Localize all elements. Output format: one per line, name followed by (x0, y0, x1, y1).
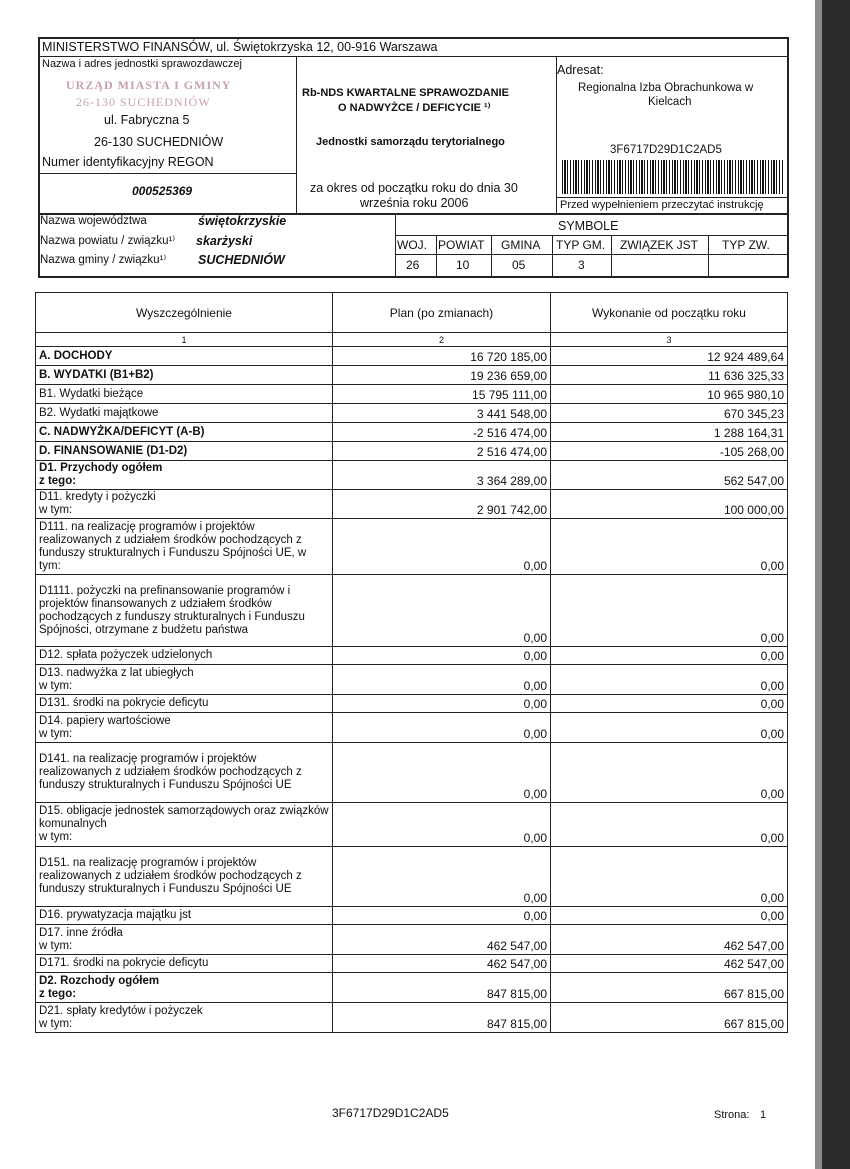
barcode-code: 3F6717D29D1C2AD5 (610, 144, 722, 156)
table-row (36, 442, 788, 461)
stamp-line-2: 26-130 SUCHEDNIÓW (76, 95, 211, 109)
row-exec-value: 562 547,00 (551, 461, 788, 490)
barcode (562, 160, 784, 194)
footer-code: 3F6717D29D1C2AD5 (332, 1106, 449, 1120)
addressee-line-1: Regionalna Izba Obrachunkowa w (578, 82, 754, 94)
row-label: D111. na realizację programów i projektów realizowanych z udziałem środków pochodzących z funduszy strukturalnych i Funduszu Spójności UE, w tym: (36, 519, 333, 575)
table-row (36, 743, 788, 803)
table-row (36, 713, 788, 743)
table-row (36, 973, 788, 1003)
row-exec-value: 0,00 (551, 575, 788, 647)
row-plan-value: 0,00 (333, 847, 551, 907)
symbols-label: SYMBOLE (558, 219, 619, 233)
col-number-3: 3 (551, 333, 788, 347)
addressee-label: Adresat: (557, 63, 604, 77)
table-row (36, 366, 788, 385)
row-label: D11. kredyty i pożyczki w tym: (36, 490, 333, 519)
instruction-note: Przed wypełnieniem przeczytać instrukcję (560, 199, 764, 211)
row-plan-value: 0,00 (333, 647, 551, 665)
row-exec-value: 0,00 (551, 743, 788, 803)
row-exec-value: 12 924 489,64 (551, 347, 788, 366)
footer-page-label: Strona: (714, 1109, 750, 1121)
addressee-line-2: Kielcach (648, 96, 692, 108)
footer-page-number: 1 (760, 1109, 767, 1121)
row-label: B1. Wydatki bieżące (36, 385, 333, 404)
row-plan-value: 462 547,00 (333, 955, 551, 973)
table-row (36, 519, 788, 575)
row-exec-value: 10 965 980,10 (551, 385, 788, 404)
row-exec-value: 0,00 (551, 519, 788, 575)
row-plan-value: 16 720 185,00 (333, 347, 551, 366)
row-plan-value: 0,00 (333, 803, 551, 847)
table-row (36, 925, 788, 955)
symbol-header-woj: WOJ. (397, 238, 427, 252)
row-label: D21. spłaty kredytów i pożyczek w tym: (36, 1003, 333, 1033)
row-exec-value: -105 268,00 (551, 442, 788, 461)
row-plan-value: 3 441 548,00 (333, 404, 551, 423)
row-plan-value: 847 815,00 (333, 1003, 551, 1033)
table-row (36, 404, 788, 423)
table-row (36, 695, 788, 713)
row-label: D14. papiery wartościowe w tym: (36, 713, 333, 743)
symbol-value-powiat: 10 (456, 258, 470, 272)
stamp-line-1: URZĄD MIASTA I GMINY (66, 78, 232, 92)
table-row (36, 847, 788, 907)
symbol-value-woj: 26 (406, 258, 420, 272)
row-plan-value: 2 901 742,00 (333, 490, 551, 519)
row-label: D1. Przychody ogółem z tego: (36, 461, 333, 490)
col-number-2: 2 (333, 333, 551, 347)
col-header-item: Wyszczególnienie (36, 293, 333, 333)
table-row (36, 461, 788, 490)
table-row (36, 575, 788, 647)
report-title-1: Rb-NDS KWARTALNE SPRAWOZDANIE (302, 87, 509, 99)
row-label: C. NADWYŻKA/DEFICYT (A-B) (36, 423, 333, 442)
col-number-1: 1 (36, 333, 333, 347)
postal-city: 26-130 SUCHEDNIÓW (94, 135, 224, 149)
table-row (36, 1003, 788, 1033)
row-plan-value: -2 516 474,00 (333, 423, 551, 442)
report-subtitle: Jednostki samorządu terytorialnego (316, 136, 505, 148)
symbol-value-typ-gm: 3 (578, 258, 585, 272)
row-plan-value: 0,00 (333, 743, 551, 803)
row-exec-value: 0,00 (551, 803, 788, 847)
row-label: D15. obligacje jednostek samorządowych oraz związków komunalnych w tym: (36, 803, 333, 847)
row-label: D2. Rozchody ogółem z tego: (36, 973, 333, 1003)
regon-label: Numer identyfikacyjny REGON (42, 155, 214, 169)
row-exec-value: 0,00 (551, 713, 788, 743)
period-line-2: września roku 2006 (360, 196, 469, 210)
row-exec-value: 1 288 164,31 (551, 423, 788, 442)
street: ul. Fabryczna 5 (104, 113, 190, 127)
row-plan-value: 3 364 289,00 (333, 461, 551, 490)
financial-table (35, 292, 788, 1033)
table-row (36, 803, 788, 847)
row-exec-value: 667 815,00 (551, 1003, 788, 1033)
row-plan-value: 15 795 111,00 (333, 385, 551, 404)
powiat-value: skarżyski (196, 234, 253, 248)
gmina-value: SUCHEDNIÓW (198, 253, 285, 267)
table-row (36, 647, 788, 665)
row-plan-value: 847 815,00 (333, 973, 551, 1003)
table-row (36, 955, 788, 973)
row-plan-value: 0,00 (333, 907, 551, 925)
row-label: D. FINANSOWANIE (D1-D2) (36, 442, 333, 461)
row-plan-value: 0,00 (333, 519, 551, 575)
ministry-line: MINISTERSTWO FINANSÓW, ul. Świętokrzyska 12, 00-916 Warszawa (42, 40, 438, 54)
row-label: D16. prywatyzacja majątku jst (36, 907, 333, 925)
row-exec-value: 667 815,00 (551, 973, 788, 1003)
gmina-label: Nazwa gminy / związku¹⁾ (40, 254, 167, 266)
row-label: D141. na realizację programów i projektów realizowanych z udziałem środków pochodzących z funduszy strukturalnych i Funduszu Spójności UE (36, 743, 333, 803)
woj-value: świętokrzyskie (198, 214, 287, 228)
row-exec-value: 670 345,23 (551, 404, 788, 423)
table-row (36, 385, 788, 404)
row-exec-value: 0,00 (551, 695, 788, 713)
table-row (36, 665, 788, 695)
row-plan-value: 462 547,00 (333, 925, 551, 955)
symbol-value-gmina: 05 (512, 258, 526, 272)
table-row (36, 907, 788, 925)
scan-edge-dark (822, 0, 850, 1169)
powiat-label: Nazwa powiatu / związku¹⁾ (40, 235, 176, 247)
row-exec-value: 100 000,00 (551, 490, 788, 519)
row-plan-value: 0,00 (333, 665, 551, 695)
row-plan-value: 0,00 (333, 695, 551, 713)
row-label: D131. środki na pokrycie deficytu (36, 695, 333, 713)
row-exec-value: 0,00 (551, 647, 788, 665)
row-plan-value: 0,00 (333, 575, 551, 647)
col-header-plan: Plan (po zmianach) (333, 293, 551, 333)
row-exec-value: 462 547,00 (551, 955, 788, 973)
row-exec-value: 0,00 (551, 847, 788, 907)
symbol-header-powiat: POWIAT (438, 238, 485, 252)
regon-value: 000525369 (132, 184, 193, 198)
table-body (36, 347, 788, 1033)
row-plan-value: 2 516 474,00 (333, 442, 551, 461)
row-exec-value: 0,00 (551, 907, 788, 925)
row-label: D12. spłata pożyczek udzielonych (36, 647, 333, 665)
row-label: D151. na realizację programów i projektów realizowanych z udziałem środków pochodzących z funduszy strukturalnych i Funduszu Spójności UE (36, 847, 333, 907)
row-label: D13. nadwyżka z lat ubiegłych w tym: (36, 665, 333, 695)
symbol-header-typ-gm: TYP GM. (556, 238, 606, 252)
woj-label: Nazwa województwa (40, 215, 147, 227)
row-label: D17. inne źródła w tym: (36, 925, 333, 955)
table-row (36, 490, 788, 519)
row-label: B2. Wydatki majątkowe (36, 404, 333, 423)
symbol-header-typ-zw: TYP ZW. (722, 238, 770, 252)
report-title-2: O NADWYŻCE / DEFICYCIE ¹⁾ (338, 102, 491, 114)
row-exec-value: 11 636 325,33 (551, 366, 788, 385)
symbol-header-zwiazek: ZWIĄZEK JST (620, 238, 698, 252)
row-label: A. DOCHODY (36, 347, 333, 366)
period-line-1: za okres od początku roku do dnia 30 (310, 181, 518, 195)
reporter-label: Nazwa i adres jednostki sprawozdawczej (42, 58, 242, 70)
row-label: B. WYDATKI (B1+B2) (36, 366, 333, 385)
row-plan-value: 0,00 (333, 713, 551, 743)
row-exec-value: 0,00 (551, 665, 788, 695)
table-row (36, 347, 788, 366)
row-plan-value: 19 236 659,00 (333, 366, 551, 385)
row-label: D171. środki na pokrycie deficytu (36, 955, 333, 973)
col-header-exec: Wykonanie od początku roku (551, 293, 788, 333)
row-label: D1111. pożyczki na prefinansowanie programów i projektów finansowanych z udziałem środków pochodzących z funduszy strukturalnych i Funduszu Spójności, otrzymane z budżetu państwa (36, 575, 333, 647)
symbol-header-gmina: GMINA (501, 238, 541, 252)
table-row (36, 423, 788, 442)
row-exec-value: 462 547,00 (551, 925, 788, 955)
